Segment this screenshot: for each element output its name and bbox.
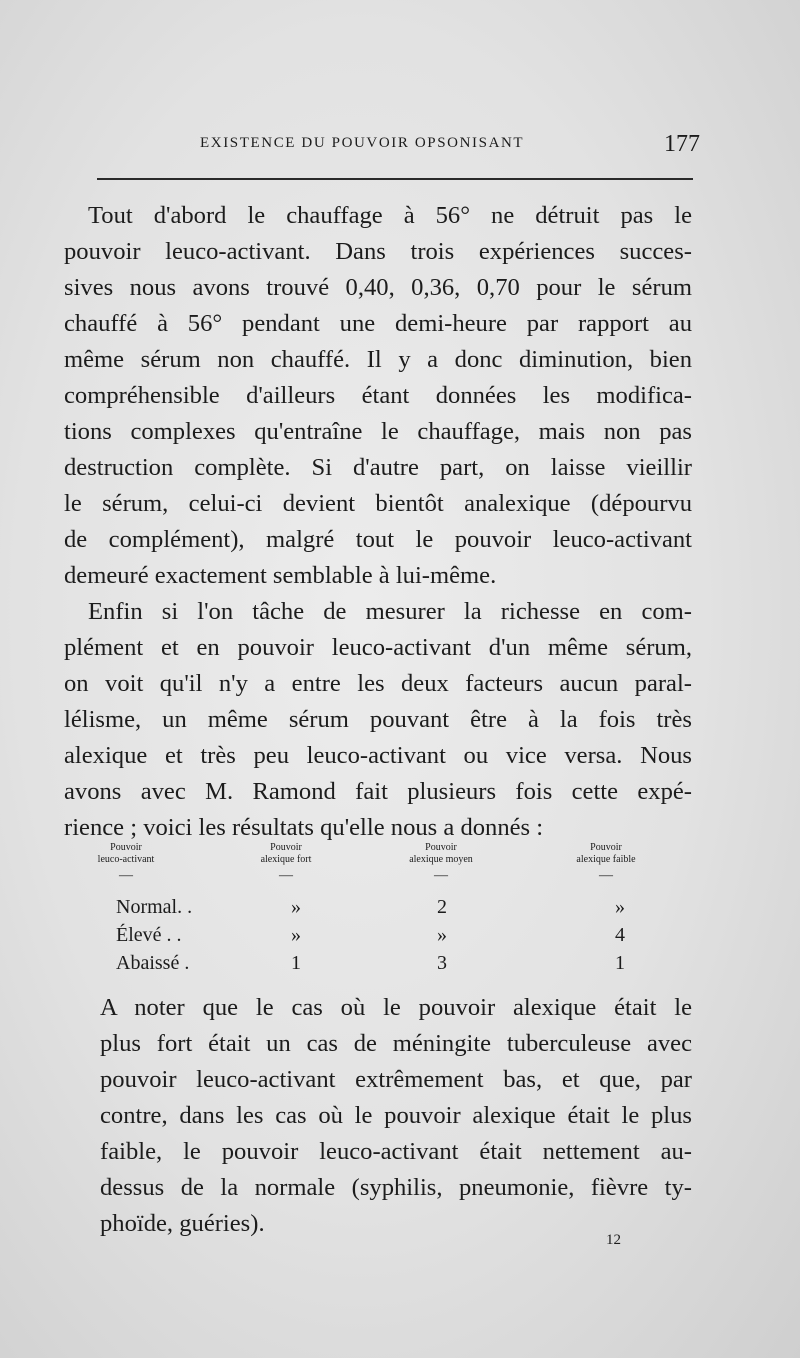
- cell-moyen: 2: [437, 896, 447, 918]
- table-row: [86, 924, 686, 954]
- text-line: plus fort était un cas de méningite tuberculeuse avec: [100, 1030, 692, 1057]
- cell-faible: »: [615, 896, 625, 918]
- header-rule: [97, 178, 693, 180]
- text-line: demeuré exactement semblable à lui-même.: [64, 562, 497, 589]
- text-line: lélisme, un même sérum pouvant être à la fois très: [64, 706, 692, 733]
- text-line: plément et en pouvoir leuco-activant d'un même sérum,: [64, 634, 692, 661]
- cell-moyen: 3: [437, 952, 447, 974]
- text-line: de complément), malgré tout le pouvoir leuco-activant: [64, 526, 692, 553]
- text-line: phoïde, guéries).: [100, 1210, 265, 1237]
- text-line: pouvoir leuco-activant. Dans trois expériences succes-: [64, 238, 692, 265]
- paragraph-1: [64, 198, 692, 594]
- running-title: EXISTENCE DU POUVOIR OPSONISANT: [200, 135, 525, 151]
- paragraph-2: [64, 594, 692, 846]
- text-line: alexique et très peu leuco-activant ou vice versa. Nous: [64, 742, 692, 769]
- text-line: rience ; voici les résultats qu'elle nous a donnés :: [64, 814, 544, 841]
- text-line: même sérum non chauffé. Il y a donc diminution, bien: [64, 346, 692, 373]
- text-line: dessus de la normale (syphilis, pneumonie, fièvre ty-: [100, 1174, 692, 1201]
- table-header-moyen: Pouvoir alexique moyen —: [409, 842, 473, 883]
- text-line: Tout d'abord le chauffage à 56° ne détruit pas le: [88, 202, 692, 229]
- cell-faible: 1: [615, 952, 625, 974]
- text-line: faible, le pouvoir leuco-activant était nettement au-: [100, 1138, 692, 1165]
- table-header-fort: Pouvoir alexique fort —: [260, 842, 312, 883]
- text-line: sives nous avons trouvé 0,40, 0,36, 0,70 pour le sérum: [64, 274, 692, 301]
- table-row: [86, 952, 686, 982]
- text-line: pouvoir leuco-activant extrêmement bas, et que, par: [100, 1066, 692, 1093]
- page-header: [200, 131, 720, 165]
- main-text: [64, 198, 692, 846]
- cell-moyen: »: [437, 924, 447, 946]
- table-header-faible: Pouvoir alexique faible —: [576, 842, 636, 883]
- page-number: 177: [664, 131, 700, 157]
- table-row: [86, 896, 686, 926]
- text-line: destruction complète. Si d'autre part, on laisse vieillir: [64, 454, 692, 481]
- row-label: Élevé . .: [116, 924, 182, 946]
- text-line: chauffé à 56° pendant une demi-heure par rapport au: [64, 310, 692, 337]
- text-line: contre, dans les cas où le pouvoir alexique était le plus: [100, 1102, 692, 1129]
- text-line: on voit qu'il n'y a entre les deux facteurs aucun paral-: [64, 670, 692, 697]
- cell-fort: »: [291, 896, 301, 918]
- cell-fort: 1: [291, 952, 301, 974]
- signature-mark: 12: [606, 1232, 621, 1248]
- text-line: A noter que le cas où le pouvoir alexique était le: [100, 994, 692, 1021]
- text-line: le sérum, celui-ci devient bientôt analexique (dépourvu: [64, 490, 692, 517]
- row-label: Normal. .: [116, 896, 193, 918]
- text-line: Enfin si l'on tâche de mesurer la richesse en com-: [88, 598, 692, 625]
- cell-fort: »: [291, 924, 301, 946]
- paragraph-3: [100, 990, 692, 1242]
- row-label: Abaissé .: [116, 952, 190, 974]
- table-header-leuco: Pouvoir leuco-activant —: [97, 842, 155, 883]
- text-line: compréhensible d'ailleurs étant données les modifica-: [64, 382, 692, 409]
- cell-faible: 4: [615, 924, 625, 946]
- text-line: tions complexes qu'entraîne le chauffage, mais non pas: [64, 418, 692, 445]
- text-line: avons avec M. Ramond fait plusieurs fois cette expé-: [64, 778, 692, 805]
